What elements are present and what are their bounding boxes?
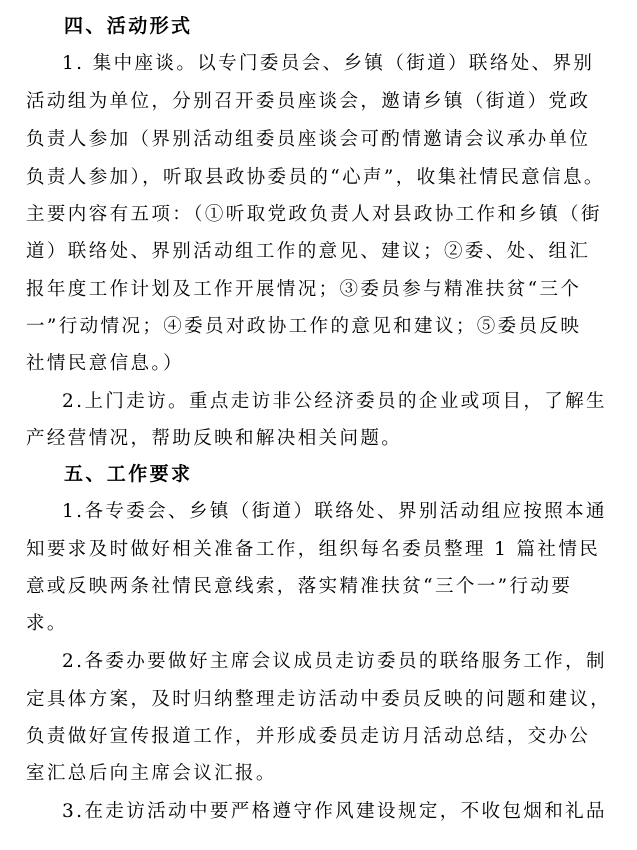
section4-item1-line: 一”行动情况；④委员对政协工作的意见和建议；⑤委员反映 xyxy=(26,316,582,337)
section5-heading: 五、工作要求 xyxy=(64,463,193,485)
section4-item1-line: 负责人参加），听取县政协委员的“心声”，收集社情民意信息。 xyxy=(26,167,605,188)
section5-item1-line: 求。 xyxy=(26,613,68,634)
section4-item1-line: 道）联络处、界别活动组工作的意见、建议；②委、处、组汇 xyxy=(26,241,591,262)
section4-item1-line: 活动组为单位，分别召开委员座谈会，邀请乡镇（街道）党政 xyxy=(26,91,591,112)
section5-item2-line: 室汇总后向主席会议汇报。 xyxy=(26,763,277,784)
section4-item1-line: 报年度工作计划及工作开展情况；③委员参与精准扶贫“三个 xyxy=(26,279,582,300)
section4-item1-line: 1. 集中座谈。以专门委员会、乡镇（街道）联络处、界别 xyxy=(62,53,595,74)
section5-item2-line: 定具体方案，及时归纳整理走访活动中委员反映的问题和建议， xyxy=(26,689,612,710)
section4-heading: 四、活动形式 xyxy=(64,15,193,37)
section4-item2-line: 2.上门走访。重点走访非公经济委员的企业或项目，了解生 xyxy=(62,391,607,412)
section5-item2-line: 2.各委办要做好主席会议成员走访委员的联络服务工作，制 xyxy=(62,651,607,672)
section5-item2-line: 负责做好宣传报道工作，并形成委员走访月活动总结，交办公 xyxy=(26,726,591,747)
section4-item2-line: 产经营情况，帮助反映和解决相关问题。 xyxy=(26,428,403,449)
section5-item1-line: 知要求及时做好相关准备工作，组织每名委员整理 1 篇社情民 xyxy=(26,539,601,560)
section4-item1-line: 负责人参加（界别活动组委员座谈会可酌情邀请会议承办单位 xyxy=(26,129,591,150)
section5-item1-line: 1.各专委会、乡镇（街道）联络处、界别活动组应按照本通 xyxy=(62,501,607,522)
section5-item1-line: 意或反映两条社情民意线索，落实精准扶贫“三个一”行动要 xyxy=(26,576,573,597)
section5-item3-line: 3.在走访活动中要严格遵守作风建设规定，不收包烟和礼品 xyxy=(62,801,607,822)
section4-item1-line: 主要内容有五项：（①听取党政负责人对县政协工作和乡镇（街 xyxy=(26,204,602,225)
section4-item1-line: 社情民意信息。） xyxy=(26,353,184,374)
